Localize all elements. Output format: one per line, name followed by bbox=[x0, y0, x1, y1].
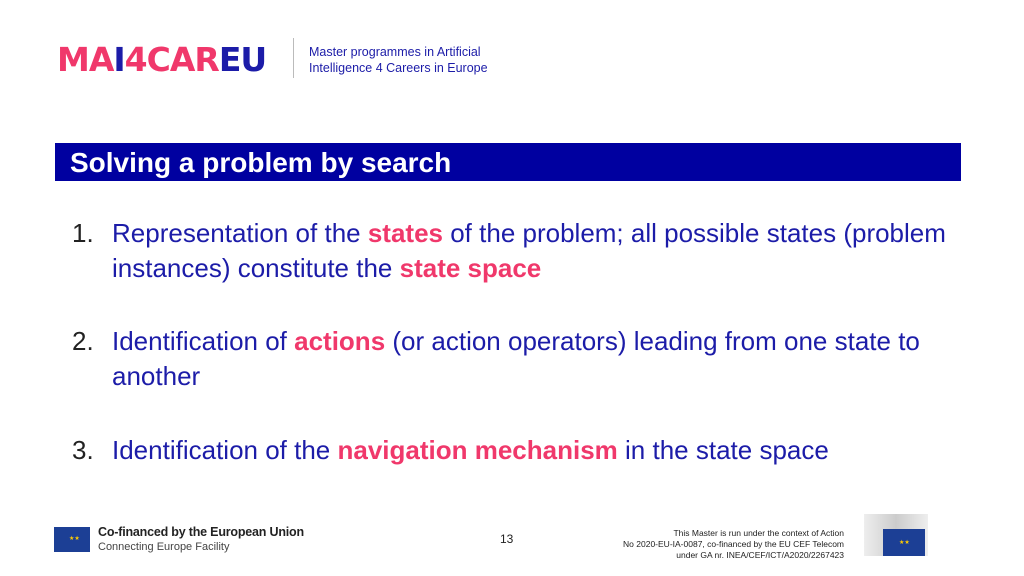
highlight-term: state space bbox=[399, 253, 542, 283]
eu-flag-icon: ★★ bbox=[883, 529, 925, 556]
slide-title: Solving a problem by search bbox=[70, 147, 452, 178]
cofinanced-text: Co-financed by the European Union bbox=[98, 525, 304, 539]
highlight-term: navigation mechanism bbox=[337, 435, 618, 465]
item-text: in the state space bbox=[617, 435, 829, 465]
note-line: under GA nr. INEA/CEF/ICT/A2020/2267423 bbox=[676, 550, 844, 560]
item-text: Identification of the bbox=[112, 435, 338, 465]
list-item bbox=[72, 433, 829, 468]
funding-note bbox=[623, 528, 844, 561]
highlight-term: actions bbox=[294, 326, 386, 356]
item-text: of the problem; all possible states (problem instances) constitute the bbox=[112, 218, 946, 283]
list-item bbox=[72, 216, 1024, 286]
item-text: (or action operators) leading from one state to another bbox=[112, 326, 920, 391]
note-line: No 2020-EU-IA-0087, co-financed by the EU CEF Telecom bbox=[623, 539, 844, 549]
slide-title-bar bbox=[55, 143, 961, 181]
list-item bbox=[72, 324, 932, 394]
eu-flag-icon: ★★ bbox=[54, 527, 90, 552]
logo-divider bbox=[293, 38, 294, 78]
facility-text: Connecting Europe Facility bbox=[98, 541, 230, 553]
page-number: 13 bbox=[500, 532, 514, 546]
note-line: This Master is run under the context of Action bbox=[673, 528, 844, 538]
highlight-term: states bbox=[367, 218, 443, 248]
item-number: 3. bbox=[72, 435, 94, 465]
tagline-line: Intelligence 4 Careers in Europe bbox=[309, 61, 488, 75]
item-number: 2. bbox=[72, 326, 94, 356]
item-number: 1. bbox=[72, 218, 94, 248]
item-text: Identification of bbox=[112, 326, 295, 356]
cofinanced-label bbox=[98, 525, 304, 553]
tagline-line: Master programmes in Artificial bbox=[309, 45, 481, 59]
tagline bbox=[309, 44, 488, 76]
item-text: Representation of the bbox=[112, 218, 368, 248]
mai4careu-logo: MAI4CAREU bbox=[57, 40, 267, 79]
